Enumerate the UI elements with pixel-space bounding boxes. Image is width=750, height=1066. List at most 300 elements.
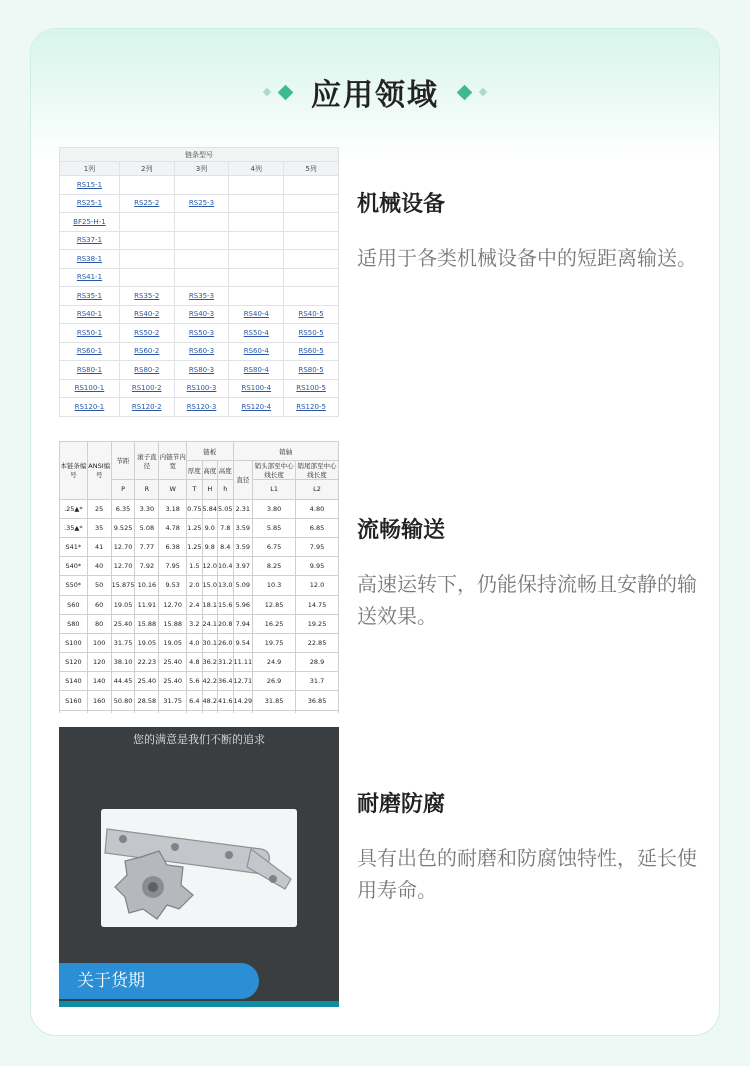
- table-cell: 9.54: [233, 633, 253, 652]
- table-row: [60, 499, 339, 518]
- chain-model-link[interactable]: RS40-3: [188, 310, 215, 319]
- chain-model-link[interactable]: RS40-4: [243, 310, 269, 319]
- table-cell: [229, 194, 284, 213]
- table-cell: 1.25: [187, 518, 202, 537]
- table-cell: 3.97: [233, 557, 253, 576]
- table-row: [60, 250, 339, 269]
- col-header: 节距: [111, 442, 135, 480]
- table-cell: 5.05: [218, 499, 233, 518]
- table-cell: 6.35: [111, 499, 135, 518]
- table-cell: 9.0: [202, 518, 217, 537]
- table-cell: 7.92: [135, 557, 159, 576]
- chain-model-link[interactable]: RS100-1: [74, 384, 105, 393]
- table-row: [60, 305, 339, 324]
- table-row: [60, 595, 339, 614]
- chain-model-link[interactable]: RS35-1: [76, 291, 103, 300]
- chain-model-link[interactable]: RS15-1: [76, 180, 103, 189]
- table-cell: 50.80: [111, 691, 135, 710]
- col-subheader: 销头部至中心线长度: [254, 462, 294, 480]
- table-cell: [60, 361, 120, 380]
- table-column-header: 4列: [229, 162, 284, 176]
- table-row: [60, 287, 339, 306]
- slogan-text: 您的满意是我们不断的追求: [133, 733, 265, 746]
- chain-model-link[interactable]: RS100-5: [296, 384, 326, 393]
- table-cell: [174, 324, 229, 343]
- table-cell: 6.4: [187, 691, 202, 710]
- table-cell: [60, 710, 88, 713]
- table-cell: .35▲*: [60, 518, 88, 537]
- table-cell: 12.0: [202, 557, 217, 576]
- chain-model-link[interactable]: RS80-1: [76, 365, 103, 374]
- table-cell: [60, 250, 120, 269]
- table-cell: 25.40: [159, 672, 187, 691]
- chain-model-link[interactable]: RS40-1: [76, 310, 103, 319]
- table-row: [60, 518, 339, 537]
- table-cell: 44.45: [111, 672, 135, 691]
- table-cell: 3.80: [253, 499, 296, 518]
- table-cell: [174, 176, 229, 195]
- table-cell: 12.85: [253, 595, 296, 614]
- table-cell: [60, 268, 120, 287]
- table-cell: [119, 379, 174, 398]
- table-row: [60, 633, 339, 652]
- table-cell: 14.29: [233, 691, 253, 710]
- table-cell: [119, 342, 174, 361]
- col-symbol: W: [159, 480, 187, 499]
- table-cell: [119, 194, 174, 213]
- table-cell: 36.2: [202, 653, 217, 672]
- col-subheader: 销尾部至中心线长度: [297, 462, 337, 480]
- table-cell: [119, 213, 174, 232]
- table-cell: 31.7: [296, 672, 339, 691]
- table-cell: [284, 398, 339, 417]
- table-cell: 6.75: [253, 537, 296, 556]
- table-cell: 25.40: [135, 672, 159, 691]
- table-cell: 7.77: [135, 537, 159, 556]
- feature-desc: 适用于各类机械设备中的短距离输送。: [357, 246, 697, 270]
- table-column-header: 5列: [284, 162, 339, 176]
- table-cell: [229, 250, 284, 269]
- table-cell: 1.5: [187, 557, 202, 576]
- table-cell: 12.70: [111, 537, 135, 556]
- table-cell: 12.0: [296, 576, 339, 595]
- table-cell: [284, 324, 339, 343]
- table-cell: [174, 287, 229, 306]
- table-cell: 28.58: [135, 691, 159, 710]
- table-cell: 9.95: [296, 557, 339, 576]
- table-cell: 9.8: [202, 537, 217, 556]
- chain-model-link[interactable]: RS120-5: [296, 402, 326, 411]
- chain-model-link[interactable]: RS100-4: [241, 384, 272, 393]
- chain-model-link[interactable]: BF25-H-1: [73, 217, 106, 226]
- chain-model-link[interactable]: RS50-4: [243, 328, 269, 337]
- table-cell: 31.75: [111, 633, 135, 652]
- table-cell: 35: [87, 518, 111, 537]
- table-cell: [174, 250, 229, 269]
- table-cell: [60, 342, 120, 361]
- table-cell: 31.85: [253, 691, 296, 710]
- table-cell: S160: [60, 691, 88, 710]
- feature-desc: 具有出色的耐磨和防腐蚀特性，延长使用寿命。: [357, 846, 697, 902]
- chain-model-link[interactable]: RS50-3: [188, 328, 215, 337]
- table-row: [60, 268, 339, 287]
- table-cell: 12.71: [233, 672, 253, 691]
- table-row: [60, 672, 339, 691]
- table-group-header: 链条型号: [60, 148, 339, 162]
- chain-model-link[interactable]: RS35-3: [188, 291, 215, 300]
- table-cell: 31.75: [159, 691, 187, 710]
- table-cell: 9.525: [111, 518, 135, 537]
- table-cell: [229, 213, 284, 232]
- table-cell: 41.6: [218, 691, 233, 710]
- table-cell: 15.0: [202, 576, 217, 595]
- table-row: [60, 361, 339, 380]
- table-cell: 36.85: [296, 691, 339, 710]
- table-cell: [119, 361, 174, 380]
- table-row: [60, 213, 339, 232]
- table-cell: S120: [60, 653, 88, 672]
- table-cell: 38.10: [111, 653, 135, 672]
- table-cell: 10.3: [253, 576, 296, 595]
- table-cell: 3.18: [159, 499, 187, 518]
- table-cell: [229, 176, 284, 195]
- table-cell: [233, 710, 253, 713]
- feature-machinery: [357, 187, 697, 274]
- table-row: [60, 576, 339, 595]
- table-cell: [119, 250, 174, 269]
- col-symbol: L1: [253, 480, 296, 499]
- table-cell: 19.25: [296, 614, 339, 633]
- table-row: [60, 398, 339, 417]
- table-cell: 5.96: [233, 595, 253, 614]
- chain-model-link[interactable]: RS25-1: [76, 199, 103, 208]
- table-cell: [296, 710, 339, 713]
- table-cell: 160: [87, 691, 111, 710]
- table-cell: 0.75: [187, 499, 202, 518]
- chain-model-link[interactable]: RS60-2: [134, 347, 160, 356]
- feature-smooth: [357, 513, 697, 632]
- table-cell: [174, 213, 229, 232]
- delivery-time-button[interactable]: 关于货期: [59, 963, 259, 999]
- chain-model-link[interactable]: RS35-2: [134, 291, 160, 300]
- table-cell: 11.91: [135, 595, 159, 614]
- chain-model-link[interactable]: RS41-1: [76, 273, 103, 282]
- table-cell: 3.59: [233, 518, 253, 537]
- col-header: 销轴: [233, 442, 338, 461]
- table-cell: [284, 231, 339, 250]
- table-row: [60, 194, 339, 213]
- table-cell: .25▲*: [60, 499, 88, 518]
- table-column-header: 3列: [174, 162, 229, 176]
- col-header: ANSI编号: [87, 442, 111, 500]
- feature-desc: 高速运转下，仍能保持流畅且安静的输送效果。: [357, 572, 697, 628]
- table-cell: 36.4: [218, 672, 233, 691]
- table-cell: S60: [60, 595, 88, 614]
- col-header: 内链节内宽: [159, 442, 187, 480]
- table-cell: 3.30: [135, 499, 159, 518]
- chain-model-link[interactable]: RS37-1: [76, 236, 103, 245]
- table-cell: [284, 305, 339, 324]
- table-cell: 40: [87, 557, 111, 576]
- chain-model-link[interactable]: RS50-1: [76, 328, 103, 337]
- table-cell: [174, 268, 229, 287]
- table-cell: [60, 287, 120, 306]
- spec-table: [59, 441, 339, 713]
- table-row: [60, 691, 339, 710]
- table-cell: [284, 176, 339, 195]
- col-subheader: 高度: [202, 461, 217, 480]
- table-cell: [229, 324, 284, 343]
- chain-model-link[interactable]: RS80-3: [188, 365, 215, 374]
- table-cell: 3.2: [187, 614, 202, 633]
- table-cell: 5.6: [187, 672, 202, 691]
- table-cell: [284, 379, 339, 398]
- table-cell: [284, 194, 339, 213]
- chain-model-link[interactable]: RS100-3: [186, 384, 217, 393]
- decor-diamond-icon: [457, 84, 473, 100]
- table-cell: 10.16: [135, 576, 159, 595]
- table-cell: [60, 194, 120, 213]
- table-cell: 12.70: [111, 557, 135, 576]
- table-cell: 19.05: [135, 633, 159, 652]
- table-cell: 24.1: [202, 614, 217, 633]
- table-cell: 2.0: [187, 576, 202, 595]
- table-cell: S40*: [60, 557, 88, 576]
- table-cell: 25.40: [111, 614, 135, 633]
- table-cell: [135, 710, 159, 713]
- table-cell: [60, 213, 120, 232]
- table-cell: 18.1: [202, 595, 217, 614]
- col-header: 链板: [187, 442, 233, 461]
- table-row: [60, 537, 339, 556]
- table-cell: 15.6: [218, 595, 233, 614]
- table-cell: 26.0: [218, 633, 233, 652]
- table-cell: [174, 305, 229, 324]
- col-symbol: L2: [296, 480, 339, 499]
- table-cell: [119, 305, 174, 324]
- chain-model-table-image: [59, 147, 339, 429]
- table-cell: [159, 710, 187, 713]
- table-cell: [202, 710, 217, 713]
- bottom-stripe: [59, 1001, 339, 1007]
- feature-title: 机械设备: [357, 192, 446, 217]
- table-cell: 5.84: [202, 499, 217, 518]
- table-cell: [174, 342, 229, 361]
- col-symbol: H: [202, 480, 217, 499]
- table-row: [60, 710, 339, 713]
- table-cell: [218, 710, 233, 713]
- chain-model-link[interactable]: RS50-5: [298, 328, 324, 337]
- table-cell: 8.25: [253, 557, 296, 576]
- chain-model-link[interactable]: RS60-3: [188, 347, 215, 356]
- table-cell: 4.78: [159, 518, 187, 537]
- table-cell: [284, 342, 339, 361]
- table-cell: 22.85: [296, 633, 339, 652]
- chain-model-link[interactable]: RS25-3: [188, 199, 215, 208]
- table-cell: S80: [60, 614, 88, 633]
- table-cell: [174, 194, 229, 213]
- feature-title: 耐磨防腐: [357, 792, 446, 817]
- table-cell: 120: [87, 653, 111, 672]
- table-cell: 42.2: [202, 672, 217, 691]
- table-cell: [229, 379, 284, 398]
- table-cell: [284, 250, 339, 269]
- chain-model-link[interactable]: RS60-5: [298, 347, 324, 356]
- table-cell: [119, 287, 174, 306]
- chain-model-link[interactable]: RS100-2: [131, 384, 162, 393]
- chain-sprocket-icon: [101, 809, 297, 927]
- table-cell: [229, 398, 284, 417]
- chain-model-link[interactable]: RS120-2: [131, 402, 162, 411]
- chain-model-link[interactable]: RS25-2: [134, 199, 160, 208]
- table-cell: 5.09: [233, 576, 253, 595]
- chain-model-link[interactable]: RS38-1: [76, 254, 103, 263]
- decor-dot-icon: [263, 88, 271, 96]
- table-cell: [187, 710, 202, 713]
- chain-model-link[interactable]: RS80-5: [298, 365, 324, 374]
- section-header: [31, 67, 719, 117]
- col-symbol: T: [187, 480, 202, 499]
- product-image-panel: [59, 727, 339, 1007]
- table-cell: [229, 342, 284, 361]
- table-cell: 7.8: [218, 518, 233, 537]
- table-cell: 25.40: [159, 653, 187, 672]
- table-cell: 14.75: [296, 595, 339, 614]
- table-cell: 6.38: [159, 537, 187, 556]
- decor-diamond-icon: [278, 84, 294, 100]
- table-cell: 28.9: [296, 653, 339, 672]
- table-cell: 20.8: [218, 614, 233, 633]
- table-cell: [87, 710, 111, 713]
- chain-model-link[interactable]: RS60-1: [76, 347, 103, 356]
- col-symbol: R: [135, 480, 159, 499]
- table-cell: 15.88: [135, 614, 159, 633]
- table-cell: 100: [87, 633, 111, 652]
- chain-model-link[interactable]: RS80-2: [134, 365, 160, 374]
- table-cell: 2.31: [233, 499, 253, 518]
- table-cell: 8.4: [218, 537, 233, 556]
- table-cell: 9.53: [159, 576, 187, 595]
- table-cell: 4.8: [187, 653, 202, 672]
- table-cell: 11.11: [233, 653, 253, 672]
- table-cell: 19.05: [111, 595, 135, 614]
- table-cell: [60, 305, 120, 324]
- table-cell: 30.1: [202, 633, 217, 652]
- table-cell: 7.95: [159, 557, 187, 576]
- col-subheader: 直径: [233, 461, 253, 499]
- table-cell: [60, 324, 120, 343]
- table-cell: 31.2: [218, 653, 233, 672]
- table-cell: 4.80: [296, 499, 339, 518]
- chain-model-link[interactable]: RS120-1: [74, 402, 105, 411]
- table-cell: 5.85: [253, 518, 296, 537]
- table-cell: 26.9: [253, 672, 296, 691]
- table-cell: 7.95: [296, 537, 339, 556]
- feature-title: 流畅输送: [357, 518, 446, 543]
- table-cell: [253, 710, 296, 713]
- table-cell: [60, 398, 120, 417]
- table-cell: [119, 398, 174, 417]
- table-row: [60, 653, 339, 672]
- table-cell: 41: [87, 537, 111, 556]
- table-cell: 48.2: [202, 691, 217, 710]
- table-cell: [284, 268, 339, 287]
- application-card: [30, 28, 720, 1036]
- table-row: [60, 379, 339, 398]
- chain-model-link[interactable]: RS60-4: [243, 347, 269, 356]
- col-subheader: 高度: [218, 461, 233, 480]
- chain-model-link[interactable]: RS50-2: [134, 328, 160, 337]
- table-cell: [284, 213, 339, 232]
- table-row: [60, 324, 339, 343]
- table-cell: 2.4: [187, 595, 202, 614]
- table-cell: 24.9: [253, 653, 296, 672]
- decor-dot-icon: [479, 88, 487, 96]
- table-cell: 1.25: [187, 537, 202, 556]
- table-cell: [174, 379, 229, 398]
- table-cell: [174, 231, 229, 250]
- table-cell: 19.05: [159, 633, 187, 652]
- table-cell: 15.88: [159, 614, 187, 633]
- table-cell: 12.70: [159, 595, 187, 614]
- chain-model-link[interactable]: RS40-2: [134, 310, 160, 319]
- table-cell: 60: [87, 595, 111, 614]
- table-cell: [174, 398, 229, 417]
- chain-model-link[interactable]: RS120-4: [241, 402, 272, 411]
- table-cell: 5.08: [135, 518, 159, 537]
- chain-sprocket-photo: [101, 809, 297, 927]
- chain-model-link[interactable]: RS40-5: [298, 310, 324, 319]
- table-cell: [60, 231, 120, 250]
- chain-model-table: [59, 147, 339, 417]
- table-cell: [229, 287, 284, 306]
- table-cell: 22.23: [135, 653, 159, 672]
- table-cell: [119, 324, 174, 343]
- table-cell: [229, 361, 284, 380]
- table-cell: S50*: [60, 576, 88, 595]
- col-symbol: h: [218, 480, 233, 499]
- table-cell: [119, 176, 174, 195]
- spec-table-image: [59, 441, 339, 713]
- table-row: [60, 557, 339, 576]
- table-cell: S140: [60, 672, 88, 691]
- table-row: [60, 614, 339, 633]
- table-cell: S100: [60, 633, 88, 652]
- table-cell: [229, 231, 284, 250]
- chain-model-link[interactable]: RS120-3: [186, 402, 217, 411]
- table-cell: [284, 361, 339, 380]
- col-header: 滚子直径: [135, 442, 159, 480]
- table-cell: [119, 231, 174, 250]
- col-subheader: 厚度: [187, 461, 202, 480]
- table-cell: 80: [87, 614, 111, 633]
- table-cell: 6.85: [296, 518, 339, 537]
- table-cell: 50: [87, 576, 111, 595]
- table-cell: 7.94: [233, 614, 253, 633]
- section-title: 应用领域: [311, 78, 439, 113]
- table-row: [60, 231, 339, 250]
- table-column-header: 2列: [119, 162, 174, 176]
- table-row: [60, 342, 339, 361]
- table-cell: 13.0: [218, 576, 233, 595]
- table-row: [60, 176, 339, 195]
- table-cell: 15.875: [111, 576, 135, 595]
- table-cell: [229, 268, 284, 287]
- table-cell: S41*: [60, 537, 88, 556]
- chain-model-link[interactable]: RS80-4: [243, 365, 269, 374]
- table-cell: 25: [87, 499, 111, 518]
- feature-wear-resistance: [357, 787, 697, 906]
